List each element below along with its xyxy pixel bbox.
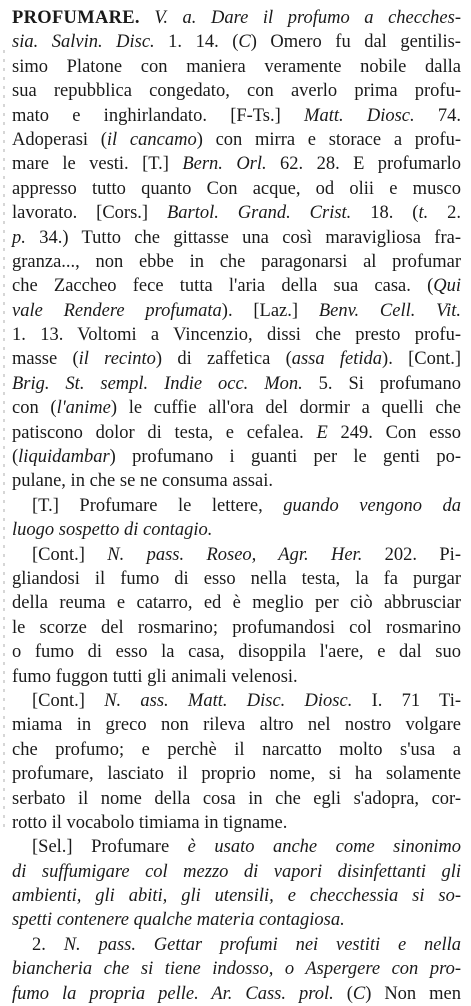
text-line (12, 396, 461, 420)
text-line (12, 811, 461, 835)
text-line (12, 152, 461, 176)
text-line (12, 226, 461, 250)
text-line (12, 55, 461, 79)
text-line (12, 177, 461, 201)
body-text: 62. 28. E profumarlo (266, 154, 461, 175)
body-text: 34.) Tutto che gittasse una così maravigliosa fra- (25, 227, 461, 248)
text-line (12, 128, 461, 152)
text-line (12, 421, 461, 445)
italic-text: sia. Salvin. Disc. (12, 32, 155, 53)
italic-text: N. ass. Matt. Disc. Diosc. (104, 690, 353, 711)
text-line (12, 884, 461, 908)
text-line (12, 957, 461, 981)
body-text: profumare, lasciato il proprio nome, si ha solamente (12, 764, 461, 785)
body-text: [T.] Profumare le lettere, (32, 495, 284, 516)
body-text: I. 71 Ti- (352, 690, 461, 711)
body-text: 2. (32, 934, 64, 955)
body-text: 1. 13. Voltomi a Vincenzio, dissi che presto profu- (12, 325, 461, 346)
italic-text: Bartol. Grand. Crist. (166, 203, 352, 224)
italic-text: è usato anche come sinonimo (187, 837, 461, 858)
body-text: ) di zaffetica ( (155, 349, 292, 370)
text-line (12, 738, 461, 762)
body-text: 202. Pi- (362, 544, 461, 565)
italic-text: l'anime (56, 398, 111, 419)
italic-text: V. a. Dare il profumo a checches- (154, 8, 461, 28)
text-line (12, 640, 461, 664)
text-line (12, 665, 461, 689)
italic-text: spetti contenere qualche materia contagiosa. (12, 910, 345, 931)
body-text: masse ( (12, 349, 79, 370)
text-line (12, 860, 461, 884)
text-line (12, 323, 461, 347)
body-text: miama in greco non rileva altro nel nostro volgare (12, 715, 461, 736)
body-text: 5. Si profumano (302, 373, 461, 394)
text-line (12, 201, 461, 225)
body-text: che profumo; e perchè il narcatto molto s'usa a (12, 739, 461, 760)
italic-text: assa fetida (291, 349, 383, 370)
body-text: [Cont.] (32, 690, 105, 711)
body-text: pulane, in che se ne consuma assai. (12, 471, 273, 492)
body-text: Adoperasi ( (12, 129, 107, 150)
text-line (12, 616, 461, 640)
italic-text: C (352, 983, 366, 1004)
text-line (12, 274, 461, 298)
italic-text: liquidambar (18, 447, 110, 468)
body-text: le scorze del rosmarino; profumandosi col rosmarino (12, 617, 461, 638)
text-line (12, 908, 461, 932)
body-text: ). [Laz.] (221, 300, 319, 321)
text-line (12, 689, 461, 713)
body-text: ( (12, 447, 19, 468)
body-text: simo Platone con maniera veramente nobile dalla (12, 56, 461, 77)
text-line (12, 933, 461, 957)
text-line (12, 469, 461, 493)
body-text: ) Omero fu dal gentilis- (250, 32, 461, 53)
body-text: ( (333, 983, 353, 1004)
text-line (12, 445, 461, 469)
text-line (12, 250, 461, 274)
italic-text: Brig. St. sempl. Indie occ. Mon. (12, 373, 303, 394)
italic-text: fumo la propria pelle. Ar. Cass. prol. (12, 983, 334, 1004)
body-text: con ( (12, 398, 57, 419)
body-text: ) Non men (365, 983, 461, 1004)
text-line (12, 6, 461, 30)
body-text: gliandosi il fumo di esso nella testa, la fa purgar (12, 568, 461, 589)
text-line (12, 347, 461, 371)
body-text: ) con mirra e storace a profu- (196, 129, 461, 150)
body-text: ) profumano i guanti per le genti po- (109, 447, 461, 468)
text-line (12, 567, 461, 591)
body-text: o fumo di esso la casa, disoppila l'aere, e dal suo (12, 642, 461, 663)
body-text: patiscono dolor di testa, e cefalea. (12, 422, 317, 443)
italic-text: p. (12, 227, 26, 248)
body-text: rotto il vocabolo timiama in tigname. (12, 812, 288, 833)
italic-text: ambienti, gli abiti, gli utensili, e checchessia si so- (12, 886, 461, 907)
body-text: serbato il nome della cosa in che egli s'adopra, cor- (12, 788, 461, 809)
italic-text: Benv. Cell. Vit. (318, 300, 461, 321)
text-line (12, 79, 461, 103)
italic-text: N. pass. Roseo, Agr. Her. (107, 544, 363, 565)
italic-text: t. (418, 203, 429, 224)
body-text: 74. (414, 105, 462, 126)
text-line (12, 982, 461, 1006)
text-line (12, 713, 461, 737)
italic-text: di suffumigare col mezzo di vapori disinfettanti gli (12, 861, 461, 882)
body-text: lavorato. [Cors.] (12, 203, 167, 224)
italic-text: vale Rendere profumata (12, 300, 222, 321)
headword: PROFUMARE. (12, 8, 140, 28)
body-text (140, 8, 155, 28)
text-line (12, 494, 461, 518)
italic-text: il cancamo (106, 129, 197, 150)
italic-text: Matt. Diosc. (304, 105, 415, 126)
body-text: mato e inghirlandato. [F-Ts.] (12, 105, 305, 126)
text-line (12, 835, 461, 859)
body-text: [Sel.] Profumare (32, 837, 188, 858)
italic-text: luogo sospetto di contagio. (12, 520, 213, 541)
body-text: 249. Con esso (327, 422, 462, 443)
italic-text: il recinto (78, 349, 156, 370)
italic-text: biancheria che si tiene indosso, o Aspergere con pro- (12, 959, 461, 980)
body-text: ) le cuffie all'ora del dormir a quelli che (110, 398, 462, 419)
italic-text: guando vengono da (283, 495, 461, 516)
body-text: ). [Cont.] (382, 349, 462, 370)
italic-text: N. pass. Gettar profumi nei vestiti e nella (63, 934, 461, 955)
body-text: mare le vesti. [T.] (12, 154, 183, 175)
italic-text: Bern. Orl. (182, 154, 267, 175)
scan-edge-shadow (3, 50, 5, 830)
body-text: [Cont.] (32, 544, 108, 565)
text-line (12, 372, 461, 396)
dictionary-entry (12, 6, 461, 1006)
text-line (12, 591, 461, 615)
body-text: granza..., non ebbe in che paragonarsi al profumar (12, 251, 461, 272)
body-text: 18. ( (351, 203, 419, 224)
body-text: della reuma e catarro, ed è meglio per ciò abbrusciar (12, 593, 461, 614)
body-text: 2. (428, 203, 461, 224)
text-line (12, 30, 461, 54)
body-text: che Zaccheo fece tutta l'aria della sua casa. ( (12, 276, 434, 297)
body-text: appresso tutto quanto Con acque, od olii e musco (12, 178, 461, 199)
text-line (12, 762, 461, 786)
text-line (12, 299, 461, 323)
body-text: fumo fuggon tutti gli animali velenosi. (12, 666, 298, 687)
text-line (12, 543, 461, 567)
text-line (12, 787, 461, 811)
body-text: sua repubblica congedato, con averlo prima profu- (12, 81, 461, 102)
italic-text: Qui (433, 276, 461, 297)
text-line (12, 518, 461, 542)
text-line (12, 104, 461, 128)
body-text: 1. 14. ( (154, 32, 239, 53)
italic-text: C (238, 32, 251, 53)
italic-text: E (316, 422, 328, 443)
